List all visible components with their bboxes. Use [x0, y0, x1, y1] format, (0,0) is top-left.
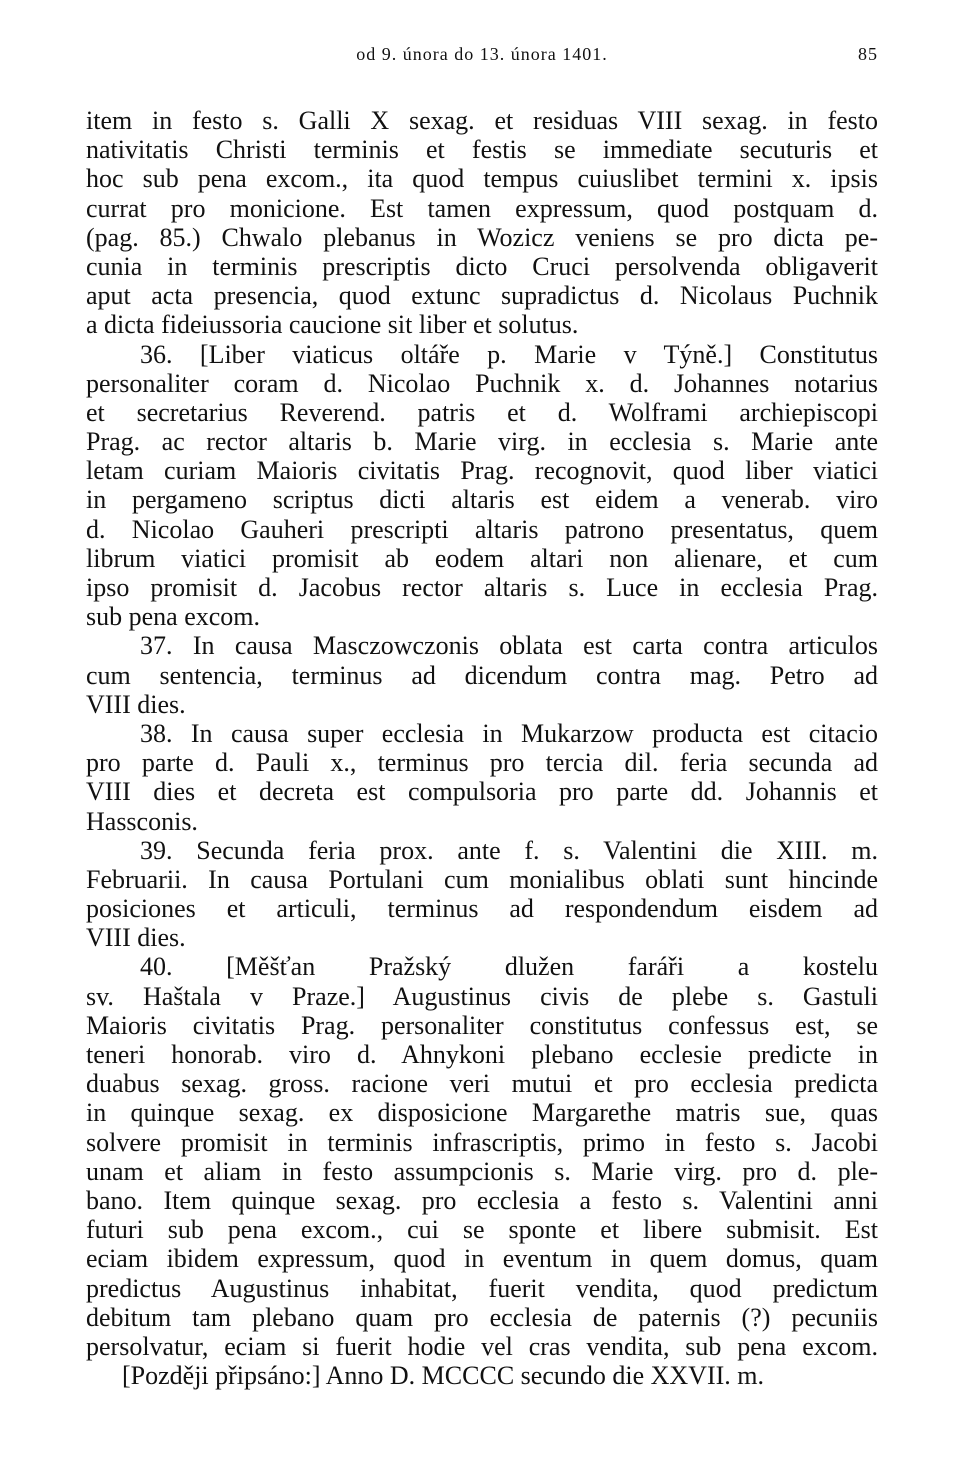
entry-36-heading-line: 36. [Liber viaticus oltáře p. Marie v Týně.] Constitutus: [140, 339, 878, 369]
text-line: ipso promisit d. Jacobus rector altaris s. Luce in ecclesia Prag.: [86, 573, 878, 602]
text-line: hoc sub pena excom., ita quod tempus cuiuslibet termini x. ipsis: [86, 164, 878, 194]
text-line: predictus Augustinus inhabitat, fuerit vendita, quod predictum: [86, 1273, 878, 1303]
later-addition-line: [Později připsáno:] Anno D. MCCCC secundo die XXVII. m.: [122, 1361, 765, 1391]
text-line: item in festo s. Galli X sexag. et residuas VIII sexag. in festo: [86, 106, 878, 135]
text-line: VIII dies.: [86, 923, 186, 953]
running-title: od 9. února do 13. února 1401.: [356, 44, 608, 64]
entry-40-heading-line: 40. [Měšťan Pražský dlužen faráři a kostelu: [140, 952, 878, 982]
body-text: [86, 106, 878, 1390]
text-line: solvere promisit in terminis infrascriptis, primo in festo s. Jacobi: [86, 1127, 878, 1157]
text-line: Februarii. In causa Portulani cum monialibus oblati sunt hincinde: [86, 864, 878, 894]
text-line: futuri sub pena excom., cui se sponte et libere submisit. Est: [86, 1215, 878, 1245]
text-line: currat pro monicione. Est tamen expressum, quod postquam d.: [86, 193, 878, 223]
text-line: unam et aliam in festo assumpcionis s. Marie virg. pro d. ple-: [86, 1156, 878, 1186]
text-line: nativitatis Christi terminis et festis se immediate secuturis et: [86, 135, 878, 165]
entry-38-line: 38. In causa super ecclesia in Mukarzow producta est citacio: [140, 718, 878, 748]
text-line: sub pena excom.: [86, 602, 261, 632]
text-line: cum sentencia, terminus ad dicendum contra mag. Petro ad: [86, 660, 878, 690]
text-line: Maioris civitatis Prag. personaliter constitutus confessus est, se: [86, 1010, 878, 1040]
text-line: a dicta fideiussoria caucione sit liber et solutus.: [86, 310, 579, 340]
text-line: VIII dies et decreta est compulsoria pro parte dd. Johannis et: [86, 777, 878, 807]
text-line: et secretarius Reverend. patris et d. Wolframi archiepiscopi: [86, 397, 878, 427]
text-line: bano. Item quinque sexag. pro ecclesia a festo s. Valentini anni: [86, 1185, 878, 1215]
text-line: persolvatur, eciam si fuerit hodie vel cras vendita, sub pena excom.: [86, 1331, 878, 1361]
text-line: aput acta presencia, quod extunc supradictus d. Nicolaus Puchnik: [86, 281, 878, 311]
page-header: [86, 44, 878, 74]
text-line: (pag. 85.) Chwalo plebanus in Wozicz veniens se pro dicta pe-: [86, 222, 878, 252]
text-line: Prag. ac rector altaris b. Marie virg. in ecclesia s. Marie ante: [86, 427, 878, 457]
text-line: pro parte d. Pauli x., terminus pro tercia dil. feria secunda ad: [86, 748, 878, 778]
text-line: teneri honorab. viro d. Ahnykoni plebano ecclesie predicte in: [86, 1040, 878, 1069]
text-line: cunia in terminis prescriptis dicto Cruci persolvenda obligaverit: [86, 251, 878, 281]
text-line: Hassconis.: [86, 806, 198, 836]
entry-37-line: 37. In causa Masczowczonis oblata est carta contra articulos: [140, 631, 878, 661]
entry-39-line: 39. Secunda feria prox. ante f. s. Valentini die XIII. m.: [140, 835, 878, 865]
text-line: VIII dies.: [86, 689, 186, 719]
page-number: 85: [858, 44, 878, 64]
text-line: in quinque sexag. ex disposicione Margarethe matris sue, quas: [86, 1098, 878, 1128]
text-line: in pergameno scriptus dicti altaris est eidem a venerab. viro: [86, 485, 878, 515]
text-line: posiciones et articuli, terminus ad respondendum eisdem ad: [86, 894, 878, 924]
text-line: d. Nicolao Gauheri prescripti altaris patrono presentatus, quem: [86, 514, 878, 544]
text-line: duabus sexag. gross. racione veri mutui et pro ecclesia predicta: [86, 1069, 878, 1099]
text-line: letam curiam Maioris civitatis Prag. recognovit, quod liber viatici: [86, 456, 878, 486]
text-line: personaliter coram d. Nicolao Puchnik x. d. Johannes notarius: [86, 368, 878, 398]
text-line: eciam ibidem expressum, quod in eventum in quem domus, quam: [86, 1244, 878, 1274]
text-line: sv. Haštala v Praze.] Augustinus civis de plebe s. Gastuli: [86, 981, 878, 1011]
text-line: debitum tam plebano quam pro ecclesia de paternis (?) pecuniis: [86, 1302, 878, 1332]
text-line: librum viatici promisit ab eodem altari non alienare, et cum: [86, 543, 878, 573]
